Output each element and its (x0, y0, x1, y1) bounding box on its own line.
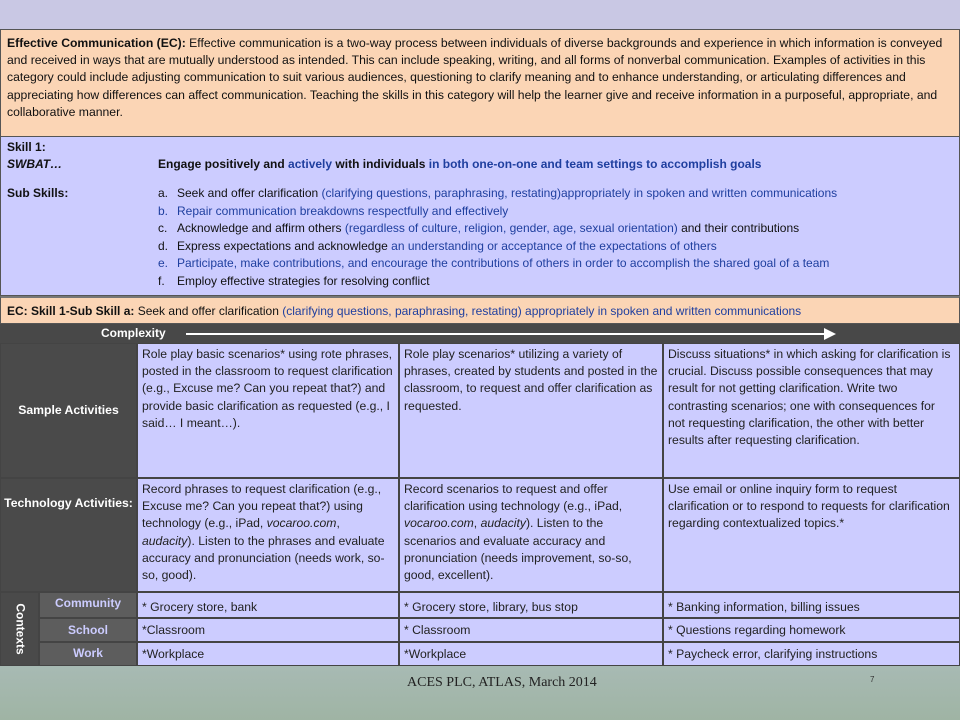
ec-text: Effective communication is a two-way process between individuals of diverse backgrounds and experience in which information is conveyed and received in ways that are mutually understood as intended. This can include speaking, writing, and all forms of nonverbal communication. Examples of activities in this category could include adjusting communication to suit various audiences, questioning to clarify meaning and to enhance understanding, or articulating differences and appreciating how differences can affect communication. Teaching the skills in this category will help the learner give and receive information in a purposeful, appropriate, and collaborative manner. (7, 36, 943, 119)
technology-activities-label: Technology Activities: (0, 478, 137, 592)
context-value: * Grocery store, library, bus stop (399, 592, 663, 618)
technology-activity-cell: Record phrases to request clarification (e.g., Excuse me? Can you repeat that?) using technology (e.g., iPad, vocaroo.com, audacity). Listen to the phrases and evaluate accuracy and pronunciation (needs work, so-so, good). (137, 478, 399, 592)
context-label-work: Work (39, 642, 137, 666)
contexts-label: Contexts (0, 592, 39, 666)
sub-skill-item: a. Seek and offer clarification (clarifying questions, paraphrasing, restating)appropriately in spoken and written communications (158, 186, 838, 200)
context-value: *Classroom (137, 618, 399, 642)
sub-skill-item: e. Participate, make contributions, and encourage the contributions of others in order to accomplish the shared goal of a team (158, 256, 830, 271)
complexity-arrow-icon (186, 333, 826, 335)
context-value: * Questions regarding homework (663, 618, 960, 642)
context-value: * Banking information, billing issues (663, 592, 960, 618)
sub-skills-list (158, 186, 958, 292)
sub-skill-item: f. Employ effective strategies for resolving conflict (158, 273, 430, 288)
context-value: * Classroom (399, 618, 663, 642)
technology-activity-cell: Record scenarios to request and offer clarification using technology (e.g., iPad, vocaroo.com, audacity). Listen to the scenarios and evaluate accuracy and pronunciation (needs improvement, so-so, good, excellent). (399, 478, 663, 592)
context-value: * Grocery store, bank (137, 592, 399, 618)
context-value: *Workplace (399, 642, 663, 666)
complexity-label: Complexity (101, 326, 166, 340)
sub-skill-item: c. Acknowledge and affirm others (regardless of culture, religion, gender, age, sexual orientation) and their contributions (158, 221, 800, 236)
arrowhead-icon (824, 328, 836, 340)
footer-text: ACES PLC, ATLAS, March 2014 (407, 675, 597, 690)
sample-activity-cell: Role play basic scenarios* using rote phrases, posted in the classroom to request clarification (e.g., Excuse me? Can you repeat that?) and provide basic clarification as requested (e.g., I said… I meant…). (137, 343, 399, 478)
context-value: *Workplace (137, 642, 399, 666)
context-label-community: Community (39, 592, 137, 618)
technology-activity-cell: Use email or online inquiry form to request clarification or to respond to requests for clarification regarding contextualized topics.* (663, 478, 960, 592)
sample-activity-cell: Role play scenarios* utilizing a variety of phrases, created by students and posted in the classroom, to request and offer clarification as requested. (399, 343, 663, 478)
ec-title: Effective Communication (EC): (7, 36, 186, 50)
sub-skill-item: b. Repair communication breakdowns respectfully and effectively (158, 203, 509, 218)
page-number: 7 (870, 675, 875, 684)
sample-activities-label: Sample Activities (0, 343, 137, 478)
sample-activity-cell: Discuss situations* in which asking for clarification is crucial. Discuss possible consequences that may result for not getting clarification. Write two contrasting scenarios; one with consequences for not requesting clarification, the other with better results after requesting clarification. (663, 343, 960, 478)
sub-skill-a-header: EC: Skill 1-Sub Skill a: Seek and offer clarification (clarifying questions, paraphrasing, restating) appropriately in spoken and written communications (0, 296, 960, 324)
sub-skill-item: d. Express expectations and acknowledge an understanding or acceptance of the expectations of others (158, 238, 717, 253)
skill-section (0, 137, 960, 296)
context-value: * Paycheck error, clarifying instructions (663, 642, 960, 666)
sub-skills-label: Sub Skills: (7, 186, 69, 200)
skill-goal: Engage positively and actively with individuals in both one-on-one and team settings to accomplish goals (158, 157, 762, 171)
swbat-label: SWBAT… (7, 157, 63, 171)
complexity-bar (0, 324, 960, 343)
context-label-school: School (39, 618, 137, 642)
ec-definition (0, 29, 960, 137)
skill-label: Skill 1: (7, 140, 46, 154)
